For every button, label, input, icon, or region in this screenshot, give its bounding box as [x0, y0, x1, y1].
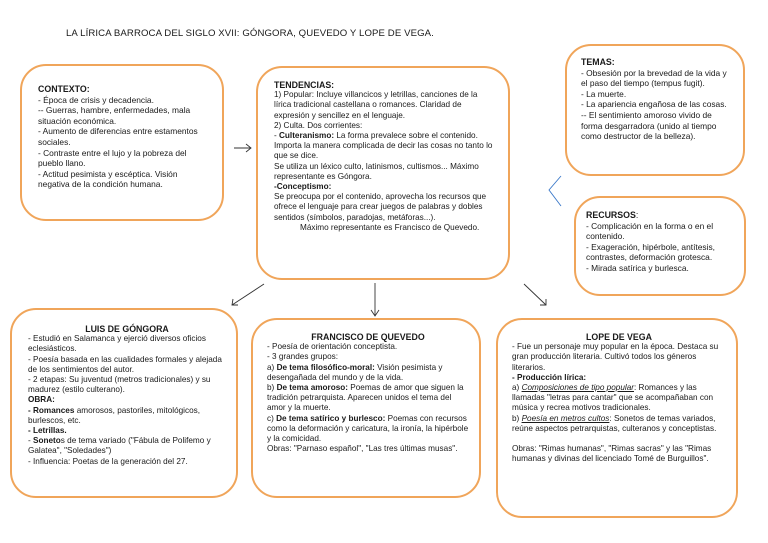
gongora-letrillas: - Letrillas. [28, 426, 67, 436]
contexto-item: - Época de crisis y decadencia. [38, 94, 154, 105]
quevedo-a-text: Visión pesimista y desengañada del mundo y de la vida. [267, 362, 443, 382]
contexto-box: CONTEXTO: - Época de crisis y decadencia. -- Guerras, hambre, enfermedades, mala situación económica. - Aumento de diferencias entre estamentos sociales. - Contraste entre el lujo y la pobreza del pueblo llano. - Actitud pesimista y escéptica. Visión negativa de la condición humana. [20, 64, 224, 221]
arrow-tendencias-lope [524, 284, 546, 305]
quevedo-c-label: De tema satírico y burlesco: [276, 413, 386, 423]
lope-intro: - Fue un personaje muy popular en la época. Destaca su gran producción literaria. Cultivó todos los géneros literarios. [512, 342, 719, 372]
gongora-sonetos-label: Soneto [33, 436, 61, 446]
quevedo-a-label: De tema filosófico-moral: [276, 362, 375, 372]
tendencia-popular: 1) Popular: Incluye villancicos y letrillas, canciones de la lírica tradicional castellana o romances. Claridad de expresión y sencillez en el lenguaje. [274, 90, 478, 120]
contexto-item: -- Guerras, hambre, enfermedades, mala situación económica. [38, 105, 191, 126]
lope-heading: LOPE DE VEGA [586, 332, 652, 342]
lope-a-text: : Romances y las llamadas "letras para cantar" que se acompañaban con música y recrea motivos tradicionales. [512, 383, 714, 413]
contexto-item: - Aumento de diferencias entre estamentos sociales. [38, 126, 198, 147]
arrow-tendencias-gongora [232, 284, 264, 305]
conceptismo-text: Se preocupa por el contenido, aprovecha los recursos que ofrece el lenguaje para crear juegos de palabras y dobles sentidos (símbolos, paradojas, metáforas...). [274, 192, 487, 222]
gongora-sonetos-text: s de tema variado ("Fábula de Polifemo y Galatea", "Soledades") [28, 436, 211, 456]
temas-item: - La muerte. [581, 88, 627, 99]
tendencia-culta: 2) Culta. Dos corrientes: [274, 120, 363, 130]
conceptismo-representante: Máximo representante es Francisco de Quevedo. [300, 222, 480, 232]
quevedo-c-text: Poemas con recursos como la deformación y caricatura, la ironía, la hipérbole y la comicidad. [267, 413, 469, 444]
gongora-item: - 2 etapas: Su juventud (metros tradicionales) y su madurez (estilo culterano). [28, 375, 211, 395]
lope-b-label: Poesía en metros cultos [521, 413, 610, 423]
temas-item: - La apariencia engañosa de las cosas. [581, 99, 727, 110]
gongora-romances-label: - Romances [28, 405, 75, 415]
quevedo-b-text: Poemas de amor que siguen la tradición petrarquista. Aparecen unidos el tema del amor y la muerte. [267, 383, 464, 413]
recursos-box: RECURSOS: - Complicación en la forma o en el contenido. - Exageración, hipérbole, antítesis, contrastes, deformación grotesca. - Mirada satírica y burlesca. [574, 196, 746, 296]
recursos-item: - Exageración, hipérbole, antítesis, contrastes, deformación grotesca. [586, 241, 715, 263]
lope-box: LOPE DE VEGA - Fue un personaje muy popular en la época. Destaca su gran producción literaria. Cultivó todos los géneros literarios. - Producción lírica: a) Composiciones de tipo popular: Romances y las llamadas "letras para cantar" que se acompañaban con música y recrea motivos tradicionales. b) Poesía en metros cultos: Sonetos de temas variados, reúne aspectos petrarquistas, culteranos y conceptistas. Obras: "Rimas humanas", "Rimas sacras" y las "Rimas humanas y divinas del licenciado Tomé de Burguillos". [496, 318, 738, 518]
quevedo-intro: - Poesía de orientación conceptista. [267, 342, 398, 352]
culteranismo-label: Culteranismo: [279, 131, 335, 141]
temas-item: - Obsesión por la brevedad de la vida y el paso del tiempo (tempus fugit). [581, 67, 727, 89]
gongora-item: - Estudió en Salamanca y ejerció diversos oficios eclesiásticos. [28, 334, 206, 354]
culteranismo-text: La forma prevalece sobre el contenido. Importa la manera complicada de decir las cosas no tanto lo que se dice. [274, 131, 493, 161]
quevedo-heading: FRANCISCO DE QUEVEDO [311, 332, 425, 342]
gongora-item: - Poesía basada en las cualidades formales y alejada de los sentimientos del autor. [28, 354, 222, 374]
lope-produccion-label: - Producción lírica: [512, 372, 587, 382]
temas-item: -- El sentimiento amoroso vivido de forma desgarradora (unido al tiempo como destructor de la belleza). [581, 109, 717, 142]
contexto-item: - Contraste entre el lujo y la pobreza del pueblo llano. [38, 147, 187, 169]
quevedo-box: FRANCISCO DE QUEVEDO - Poesía de orientación conceptista. - 3 grandes grupos: a) De tema filosófico-moral: Visión pesimista y desengañada del mundo y de la vida. b) De tema amoroso: Poemas de amor que siguen la tradición petrarquista. Aparecen unidos el tema del amor y la muerte. c) De tema satírico y burlesco: Poemas con recursos como la deformación y caricatura, la ironía, la hipérbole y la comicidad. Obras: "Parnaso español", "Las tres últimas musas". [251, 318, 481, 498]
chevron-connector [549, 176, 561, 206]
recursos-heading: RECURSOS [586, 210, 636, 220]
quevedo-obras: Obras: "Parnaso español", "Las tres últimas musas". [267, 444, 458, 454]
gongora-box: LUIS DE GÓNGORA - Estudió en Salamanca y ejerció diversos oficios eclesiásticos. - Poesía basada en las cualidades formales y alejada de los sentimientos del autor. - 2 etapas: Su juventud (metros tradicionales) y su madurez (estilo culterano). OBRA: - Romances amorosos, pastoriles, mitológicos, burlescos, etc. - Letrillas. - Sonetos de tema variado ("Fábula de Polifemo y Galatea", "Soledades") - Influencia: Poetas de la generación del 27. [10, 308, 238, 498]
gongora-romances-text: amorosos, pastoriles, mitológicos, burlescos, etc. [28, 405, 201, 425]
lope-obras: Obras: "Rimas humanas", "Rimas sacras" y las "Rimas humanas y divinas del licenciado Tomé de Burguillos". [512, 444, 712, 464]
gongora-influencia: - Influencia: Poetas de la generación del 27. [28, 456, 188, 466]
recursos-item: - Mirada satírica y burlesca. [586, 262, 689, 273]
contexto-heading: CONTEXTO [38, 84, 87, 94]
quevedo-intro: - 3 grandes grupos: [267, 352, 339, 362]
tendencias-heading: TENDENCIAS: [274, 80, 335, 90]
tendencias-box: TENDENCIAS: 1) Popular: Incluye villancicos y letrillas, canciones de la lírica tradicional castellana o romances. Claridad de expresión y sencillez en el lenguaje. 2) Culta. Dos corrientes: - Culteranismo: La forma prevalece sobre el contenido. Importa la manera complicada de decir las cosas no tanto lo que se dice. Se utiliza un léxico culto, latinismos, cultismos... Máximo representante es Góngora. -Conceptismo: Se preocupa por el contenido, aprovecha los recursos que ofrece el lenguaje para crear juegos de palabras y dobles sentidos (símbolos, paradojas, metáforas...). Máximo representante es Francisco de Quevedo. [256, 66, 510, 280]
page-title: LA LÍRICA BARROCA DEL SIGLO XVII: GÓNGORA, QUEVEDO Y LOPE DE VEGA. [66, 28, 434, 39]
culteranismo-extra: Se utiliza un léxico culto, latinismos, cultismos... Máximo representante es Góngora. [274, 161, 479, 181]
conceptismo-label: -Conceptismo: [274, 182, 332, 192]
gongora-obra-label: OBRA: [28, 395, 55, 405]
lope-b-text: : Sonetos de temas variados, reúne aspectos petrarquistas, culteranos y conceptistas. [512, 413, 717, 433]
gongora-heading: LUIS DE GÓNGORA [85, 324, 169, 334]
quevedo-b-label: De tema amoroso: [276, 383, 348, 393]
temas-heading: TEMAS: [581, 57, 615, 67]
contexto-item: - Actitud pesimista y escéptica. Visión negativa de la condición humana. [38, 168, 178, 190]
recursos-item: - Complicación en la forma o en el contenido. [586, 220, 714, 242]
lope-a-label: Composiciones de tipo popular [521, 383, 634, 393]
